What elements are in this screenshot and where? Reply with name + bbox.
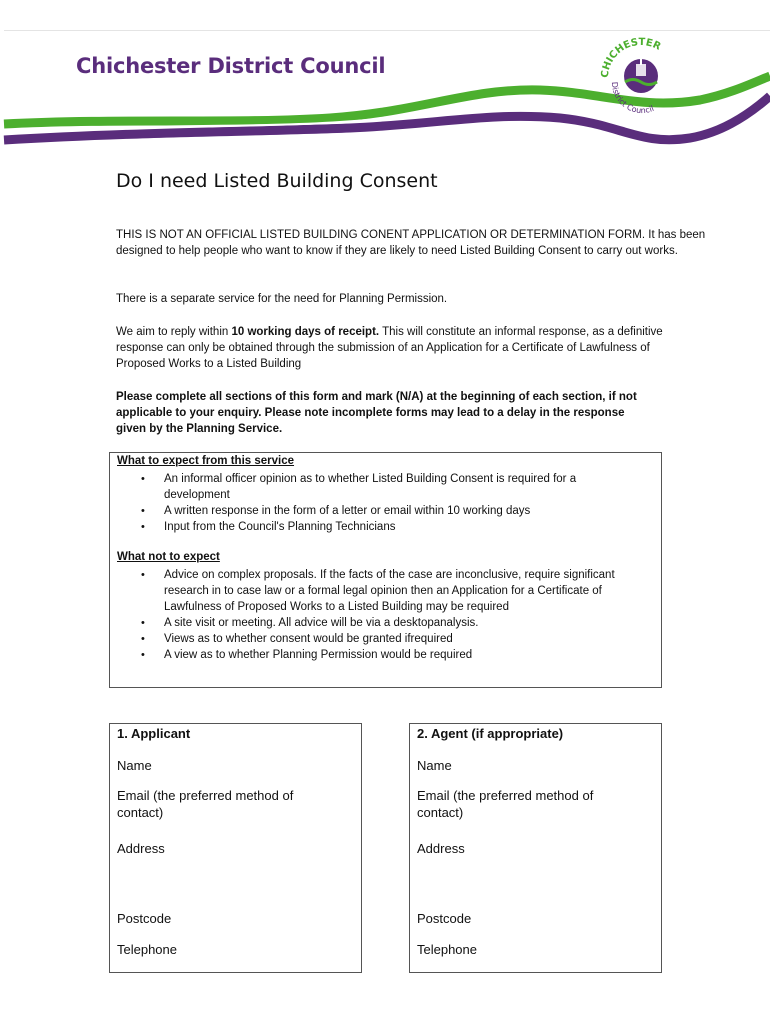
list-item: • A written response in the form of a letter or email within 10 working days [110, 503, 640, 519]
list-item: • A view as to whether Planning Permission would be required [110, 647, 640, 663]
applicant-postcode-field[interactable]: Postcode [117, 911, 172, 926]
agent-telephone-field[interactable]: Telephone [417, 942, 477, 957]
instructions-paragraph: Please complete all sections of this form and mark (N/A) at the beginning of each section, if not applicable to your enquiry. Please note incomplete forms may lead to a delay in the response given by the Planning Service. [116, 391, 637, 435]
expect-list [110, 471, 640, 535]
agent-name-field[interactable]: Name [417, 758, 452, 773]
applicant-address-field[interactable]: Address [117, 841, 165, 856]
reply-time-paragraph [116, 324, 676, 372]
separate-service-paragraph: There is a separate service for the need for Planning Permission. [116, 293, 448, 305]
list-item: • An informal officer opinion as to whether Listed Building Consent is required for a development [110, 471, 640, 503]
council-name: Chichester District Council [76, 54, 386, 78]
reply-time-post: This will constitute an informal response, as a definitive response can only be obtained through the submission of an Application for a Certificate of Lawfulness of Proposed Works to a Listed Building [116, 326, 663, 370]
list-item: • Input from the Council's Planning Technicians [110, 519, 640, 535]
applicant-email-field[interactable]: Email (the preferred method of contact) [117, 788, 294, 820]
agent-address-field[interactable]: Address [417, 841, 465, 856]
list-item: • Advice on complex proposals. If the facts of the case are inconclusive, require significant research in to case law or a formal legal opinion then an Application for a Certificate of Lawfulness of Proposed Works to a Listed Building may be required [110, 567, 640, 615]
applicant-name-field[interactable]: Name [117, 758, 152, 773]
agent-email-field[interactable]: Email (the preferred method of contact) [417, 788, 594, 820]
logo-top-text: CHICHESTER [599, 36, 663, 79]
not-expect-heading: What not to expect [117, 551, 220, 563]
page-header [0, 0, 770, 160]
not-expect-list [110, 567, 640, 663]
agent-title: 2. Agent (if appropriate) [417, 726, 564, 741]
list-item: • A site visit or meeting. All advice will be via a desktopanalysis. [110, 615, 640, 631]
reply-time-bold: 10 working days of receipt. [231, 326, 380, 338]
council-logo [598, 32, 684, 118]
list-item: • Views as to whether consent would be granted ifrequired [110, 631, 640, 647]
agent-postcode-field[interactable]: Postcode [417, 911, 472, 926]
disclaimer-paragraph: THIS IS NOT AN OFFICIAL LISTED BUILDING CONENT APPLICATION OR DETERMINATION FORM. It has been designed to help people who want to know if they are likely to need Listed Building Consent to carry out works. [116, 229, 706, 257]
page-title: Do I need Listed Building Consent [116, 170, 438, 192]
expect-heading: What to expect from this service [117, 455, 295, 467]
agent-section [409, 723, 662, 973]
applicant-telephone-field[interactable]: Telephone [117, 942, 177, 957]
applicant-title: 1. Applicant [117, 726, 191, 741]
applicant-section [109, 723, 362, 973]
service-info-box [109, 452, 662, 688]
logo-bottom-text: District Council [609, 81, 656, 116]
reply-time-pre: We aim to reply within [116, 326, 232, 338]
